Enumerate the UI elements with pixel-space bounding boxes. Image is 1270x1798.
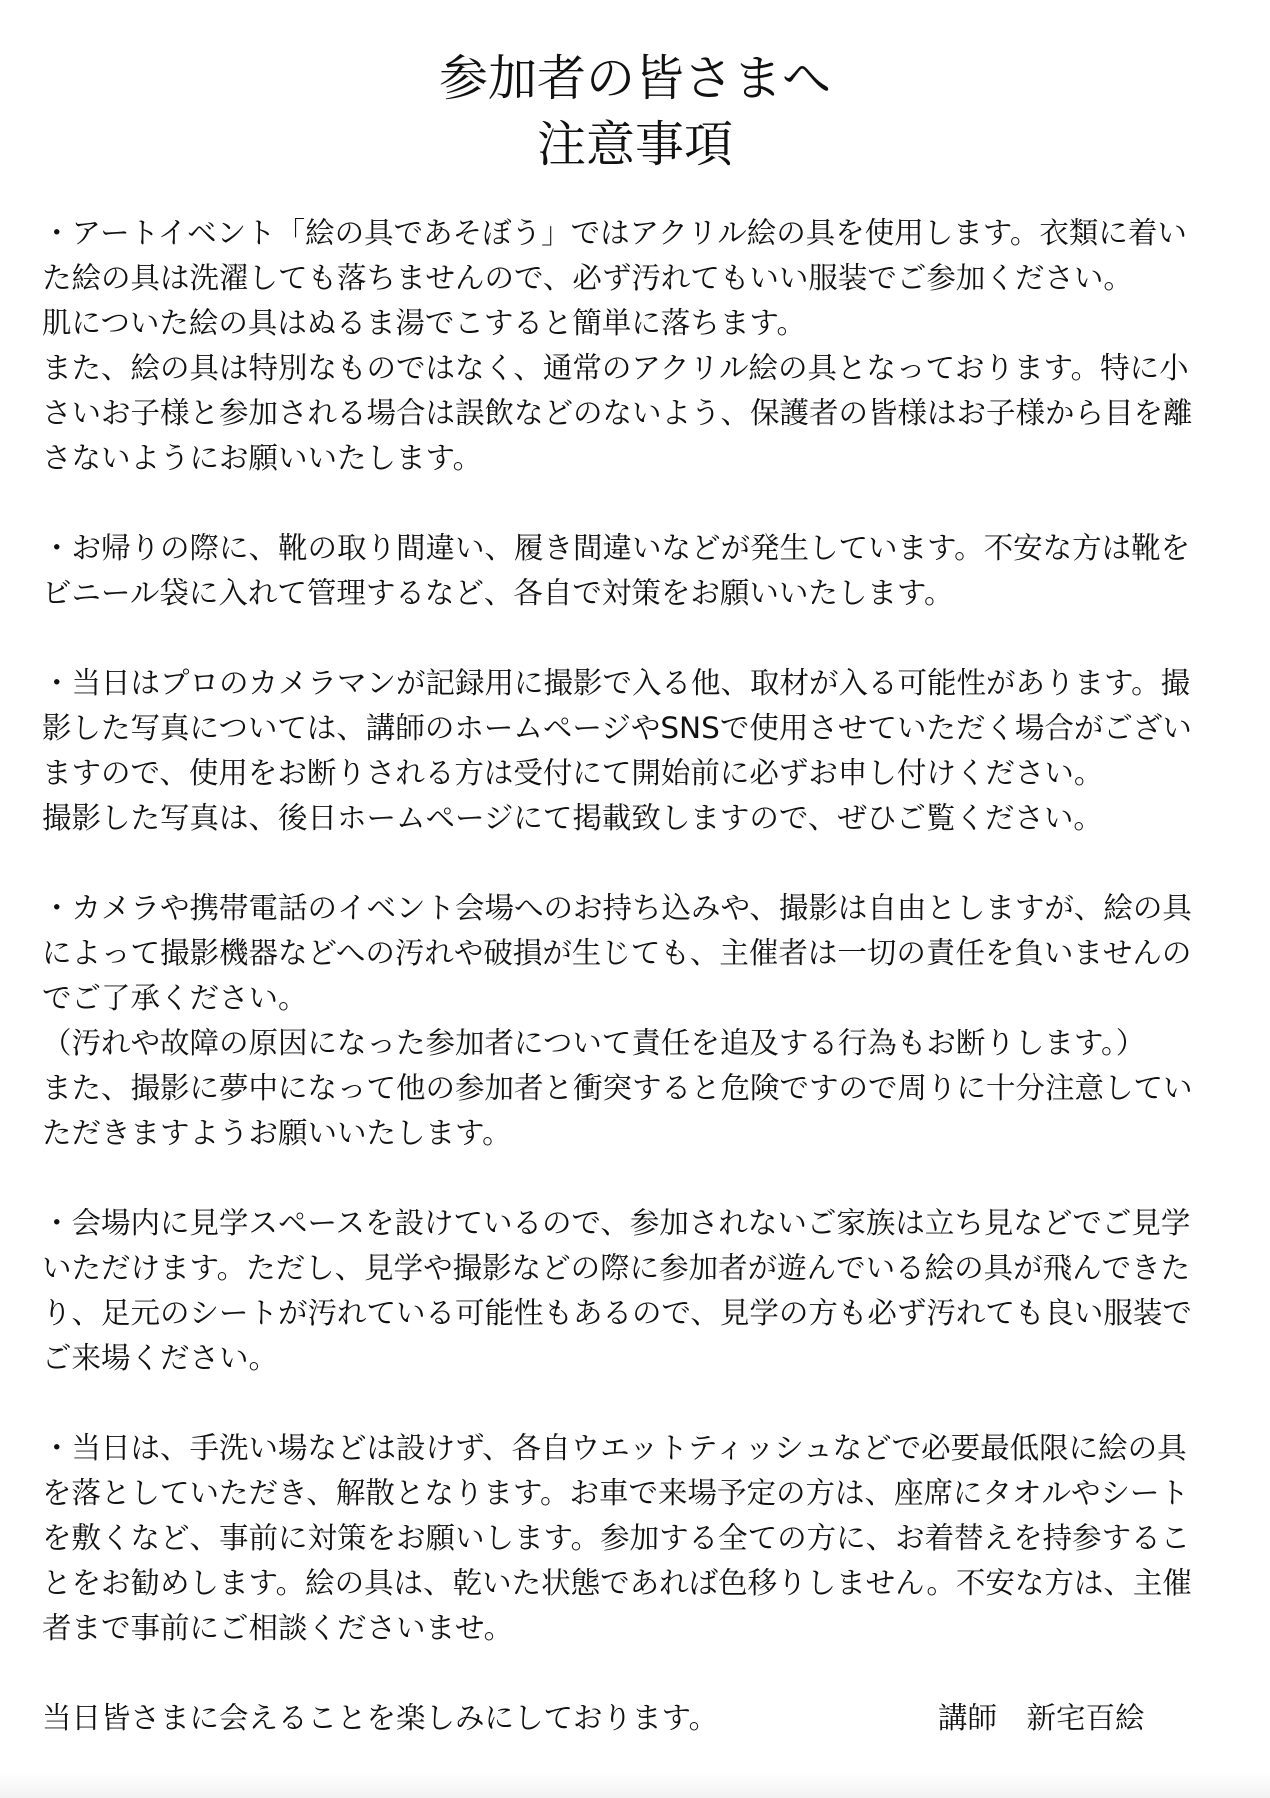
paragraph-gap: [42, 1156, 1228, 1201]
notice-line: とをお勧めします。絵の具は、乾いた状態であれば色移りしません。不安な方は、主催: [42, 1566, 1192, 1600]
notice-item: [42, 886, 1228, 1156]
notice-sections: [42, 211, 1228, 1696]
notice-line: また、撮影に夢中になって他の参加者と衝突すると危険ですので周りに十分注意してい: [42, 1071, 1193, 1105]
notice-line: を落としていただき、解散となります。お車で来場予定の方は、座席にタオルやシート: [42, 1476, 1189, 1510]
notice-item: [42, 1426, 1228, 1651]
paragraph-gap: [42, 481, 1228, 526]
notice-line: り、足元のシートが汚れている可能性もあるので、見学の方も必ず汚れても良い服装で: [42, 1296, 1192, 1330]
notice-line: ただきますようお願いいたします。: [42, 1116, 512, 1150]
title-line-2: 注意事項: [536, 116, 733, 173]
paragraph-gap: [42, 1651, 1228, 1696]
footer: [42, 1696, 1228, 1741]
notice-line: ・カメラや携帯電話のイベント会場へのお持ち込みや、撮影は自由としますが、絵の具: [42, 891, 1192, 925]
notice-line: さないようにお願いいたします。: [42, 441, 483, 475]
bottom-edge-shade: [0, 1772, 1270, 1798]
notice-item: [42, 1201, 1228, 1381]
notice-line: を敷くなど、事前に対策をお願いします。参加する全ての方に、お着替えを持参するこ: [42, 1521, 1191, 1555]
notice-item: [42, 526, 1228, 616]
instructor-signature: 講師 新宅百絵: [938, 1701, 1145, 1735]
notice-line: 撮影した写真は、後日ホームページにて掲載致しますので、ぜひご覧ください。: [42, 801, 1103, 835]
notice-line: ビニール袋に入れて管理するなど、各自で対策をお願いいたします。: [42, 576, 954, 610]
notice-line: また、絵の具は特別なものではなく、通常のアクリル絵の具となっております。特に小: [42, 351, 1189, 385]
notice-line: いただけます。ただし、見学や撮影などの際に参加者が遊んでいる絵の具が飛んできた: [42, 1251, 1191, 1285]
paragraph-gap: [42, 841, 1228, 886]
closing-message: 当日皆さまに会えることを楽しみにしております。: [42, 1701, 719, 1735]
notice-line: ・当日はプロのカメラマンが記録用に撮影で入る他、取材が入る可能性があります。撮: [42, 666, 1191, 700]
notice-line: （汚れや故障の原因になった参加者について責任を追及する行為もお断りします。）: [42, 1026, 1146, 1060]
notice-line: 影した写真については、講師のホームページやSNSで使用させていただく場合がござい: [42, 711, 1192, 745]
paragraph-gap: [42, 616, 1228, 661]
notice-line: 者まで事前にご相談くださいませ。: [42, 1611, 514, 1645]
notice-line: ますので、使用をお断りされる方は受付にて開始前に必ずお申し付けください。: [42, 756, 1104, 790]
notice-item: [42, 211, 1228, 481]
notice-line: た絵の具は洗濯しても落ちませんので、必ず汚れてもいい服装でご参加ください。: [42, 261, 1133, 295]
notice-line: ・当日は、手洗い場などは設けず、各自ウエットティッシュなどで必要最低限に絵の具: [42, 1431, 1187, 1465]
notice-line: さいお子様と参加される場合は誤飲などのないよう、保護者の皆様はお子様から目を離: [42, 396, 1193, 430]
title-line-1: 参加者の皆さまへ: [438, 50, 831, 107]
notice-document: [42, 46, 1228, 1741]
paragraph-gap: [42, 1381, 1228, 1426]
notice-line: ・会場内に見学スペースを設けているので、参加されないご家族は立ち見などでご見学: [42, 1206, 1191, 1240]
notice-line: ・お帰りの際に、靴の取り間違い、履き間違いなどが発生しています。不安な方は靴を: [42, 531, 1191, 565]
notice-item: [42, 661, 1228, 841]
notice-line: ご来場ください。: [42, 1341, 279, 1375]
notice-line: によって撮影機器などへの汚れや破損が生じても、主催者は一切の責任を負いませんの: [42, 936, 1192, 970]
notice-line: ・アートイベント「絵の具であそぼう」ではアクリル絵の具を使用します。衣類に着い: [42, 216, 1187, 250]
notice-line: 肌についた絵の具はぬるま湯でこすると簡単に落ちます。: [42, 306, 807, 340]
notice-line: でご了承ください。: [42, 981, 308, 1015]
page-title: [42, 46, 1228, 178]
